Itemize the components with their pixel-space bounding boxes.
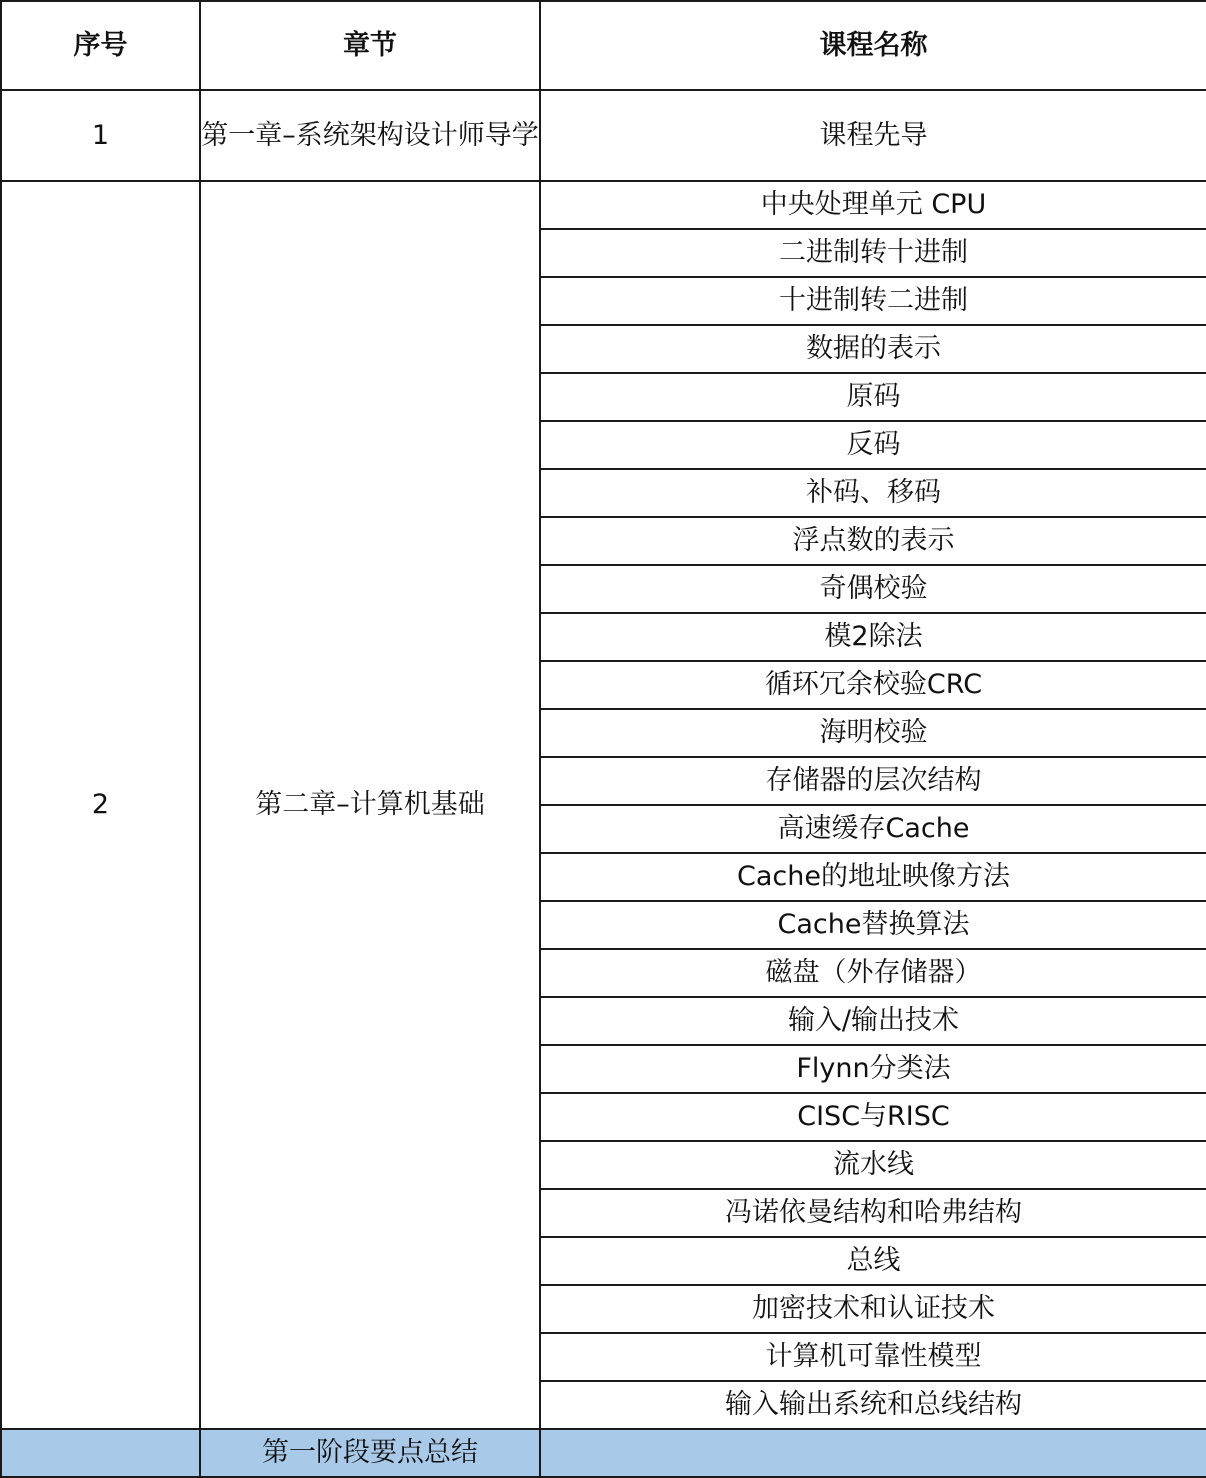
lesson-cell: 原码 [540, 373, 1206, 421]
lesson-cell: 磁盘（外存储器） [540, 949, 1206, 997]
header-row [1, 1, 1206, 90]
chapter-index: 2 [1, 181, 200, 1429]
chapter-index: 1 [1, 90, 200, 181]
lesson-cell: 数据的表示 [540, 325, 1206, 373]
header-index: 序号 [1, 1, 200, 90]
lesson-cell: 加密技术和认证技术 [540, 1285, 1206, 1333]
lesson-cell: CISC与RISC [540, 1093, 1206, 1141]
lesson-cell: 浮点数的表示 [540, 517, 1206, 565]
table-row [1, 90, 1206, 181]
lesson-cell: 高速缓存Cache [540, 805, 1206, 853]
lesson-cell: 奇偶校验 [540, 565, 1206, 613]
chapter-name: 第一章–系统架构设计师导学 [200, 90, 540, 181]
table-row [1, 181, 1206, 229]
lesson-cell: Cache替换算法 [540, 901, 1206, 949]
lesson-cell: 反码 [540, 421, 1206, 469]
lesson-cell: 输入输出系统和总线结构 [540, 1381, 1206, 1429]
lesson-cell: 冯诺依曼结构和哈弗结构 [540, 1189, 1206, 1237]
lesson-cell: 循环冗余校验CRC [540, 661, 1206, 709]
lesson-cell: 补码、移码 [540, 469, 1206, 517]
lesson-cell: 流水线 [540, 1141, 1206, 1189]
lesson-cell: 二进制转十进制 [540, 229, 1206, 277]
lesson-cell: 中央处理单元 CPU [540, 181, 1206, 229]
summary-row [1, 1429, 1206, 1477]
chapter-name: 第二章–计算机基础 [200, 181, 540, 1429]
summary-index [1, 1429, 200, 1477]
lesson-cell: Flynn分类法 [540, 1045, 1206, 1093]
lesson-cell: 总线 [540, 1237, 1206, 1285]
lesson-cell: 十进制转二进制 [540, 277, 1206, 325]
lesson-cell: 海明校验 [540, 709, 1206, 757]
lesson-cell: Cache的地址映像方法 [540, 853, 1206, 901]
lesson-cell: 输入/输出技术 [540, 997, 1206, 1045]
header-course: 课程名称 [540, 1, 1206, 90]
lesson-cell: 存储器的层次结构 [540, 757, 1206, 805]
table-body [1, 90, 1206, 1477]
lesson-cell: 模2除法 [540, 613, 1206, 661]
header-chapter: 章节 [200, 1, 540, 90]
lesson-cell: 计算机可靠性模型 [540, 1333, 1206, 1381]
summary-chapter: 第一阶段要点总结 [200, 1429, 540, 1477]
lesson-cell: 课程先导 [540, 90, 1206, 181]
summary-course [540, 1429, 1206, 1477]
